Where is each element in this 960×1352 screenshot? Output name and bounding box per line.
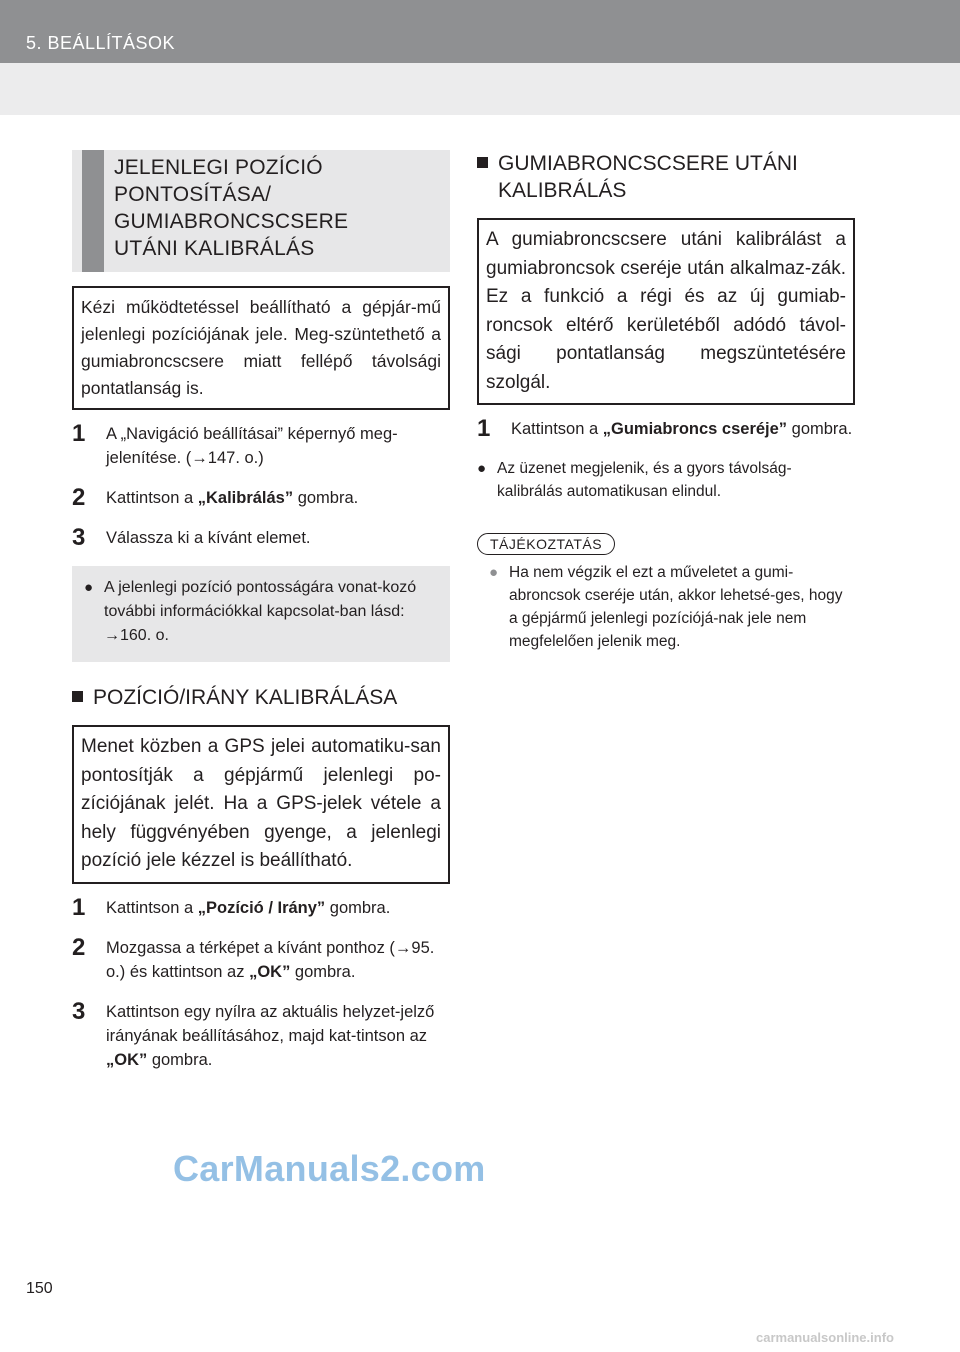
step-text: A „Navigáció beállításai” képernyő meg-jelenítése. (→147. o.) [106, 425, 398, 467]
step-text: Válassza ki a kívánt elemet. [106, 529, 311, 547]
steps-list-position [72, 893, 450, 1072]
step-item [72, 486, 450, 510]
step-text: Kattintson egy nyílra az aktuális helyzet-jelző irányának beállításához, majd kat-tintson az „OK” gombra. [106, 1002, 435, 1069]
subsection-heading-tire [477, 150, 855, 204]
step-number: 3 [72, 997, 86, 1025]
info-label: TÁJÉKOZTATÁS [477, 533, 615, 555]
square-bullet-icon [72, 691, 83, 702]
footer-logo-text: carmanualsonline.info [756, 1330, 894, 1345]
section-heading-text [114, 154, 440, 262]
step-text: Mozgassa a térképet a kívánt ponthoz (→95. o.) és kattintson az „OK” gombra. [106, 938, 435, 981]
subsection-heading-position [72, 684, 450, 711]
bullet-icon: ● [84, 579, 94, 596]
subsection-title: GUMIABRONCSCSERE UTÁNI KALIBRÁLÁS [498, 152, 798, 202]
watermark-text: CarManuals2.com [173, 1148, 486, 1189]
right-column [477, 150, 855, 653]
step-item [72, 893, 450, 921]
section-heading-line: UTÁNI KALIBRÁLÁS [114, 237, 315, 260]
step-number: 1 [72, 420, 86, 447]
square-bullet-icon [477, 157, 488, 168]
subsection-title: POZÍCIÓ/IRÁNY KALIBRÁLÁSA [93, 686, 398, 709]
step-item [72, 526, 450, 550]
section-heading-line: GUMIABRONCSCSERE [114, 210, 349, 233]
bullet-icon: ● [489, 564, 499, 581]
section-heading-calibration [72, 150, 450, 272]
intro-box: Kézi működtetéssel beállítható a gépjár-mű jelenlegi pozíciójának jele. Meg-szüntethető a gumiabroncscsere miatt fellépő távolsági pontatlanság is. [72, 286, 450, 410]
gps-box: Menet közben a GPS jelei automatiku-san pontosítják a gépjármű jelenlegi po-zíciójának jelét. Ha a GPS-jelek vétele a hely függvényében gyenge, a jelenlegi pozíció jele kézzel is beállítható. [72, 725, 450, 884]
step-number: 2 [72, 933, 86, 961]
info-text: Ha nem végzik el ezt a műveletet a gumi-abroncsok cseréje után, akkor lehetsé-ges, hogy a gépjármű jelenlegi pozíciójá-nak jele nem megfelelően jelenik meg. [509, 564, 843, 650]
steps-list-tire [477, 417, 855, 441]
page-number: 150 [26, 1280, 53, 1297]
header-band [0, 63, 960, 115]
chapter-title: 5. BEÁLLÍTÁSOK [26, 33, 176, 53]
tire-intro-box: A gumiabroncscsere utáni kalibrálást a gumiabroncsok cseréje után alkalmaz-zák. Ez a funkció a régi és az új gumiab-roncsok eltérő kerületéből adódó távol-sági pontatlanság megszüntetésére szolgál. [477, 218, 855, 405]
step-text: Kattintson a „Pozíció / Irány” gombra. [106, 898, 391, 917]
accuracy-note [72, 566, 450, 662]
tire-note [477, 457, 855, 503]
steps-list [72, 422, 450, 550]
chapter-header-bar [0, 0, 960, 63]
left-column [72, 150, 450, 1088]
note-text: Az üzenet megjelenik, és a gyors távolság-kalibrálás automatikusan elindul. [497, 460, 792, 500]
step-item [477, 417, 855, 441]
bullet-icon: ● [477, 460, 487, 477]
step-text: Kattintson a „Kalibrálás” gombra. [106, 489, 359, 507]
info-body [477, 561, 855, 653]
step-number: 1 [72, 893, 86, 921]
note-row [84, 576, 440, 648]
step-number: 1 [477, 415, 491, 442]
step-item [72, 933, 450, 984]
section-heading-line: JELENLEGI POZÍCIÓ [114, 156, 323, 179]
note-text: A jelenlegi pozíció pontosságára vonat-kozó további információkkal kapcsolat-ban lásd: →160. o. [104, 579, 417, 644]
step-item [72, 997, 450, 1072]
step-item [72, 422, 450, 470]
step-number: 3 [72, 524, 86, 551]
step-number: 2 [72, 484, 86, 511]
section-heading-line: PONTOSÍTÁSA/ [114, 183, 272, 206]
step-text: Kattintson a „Gumiabroncs cseréje” gombra. [511, 420, 853, 438]
